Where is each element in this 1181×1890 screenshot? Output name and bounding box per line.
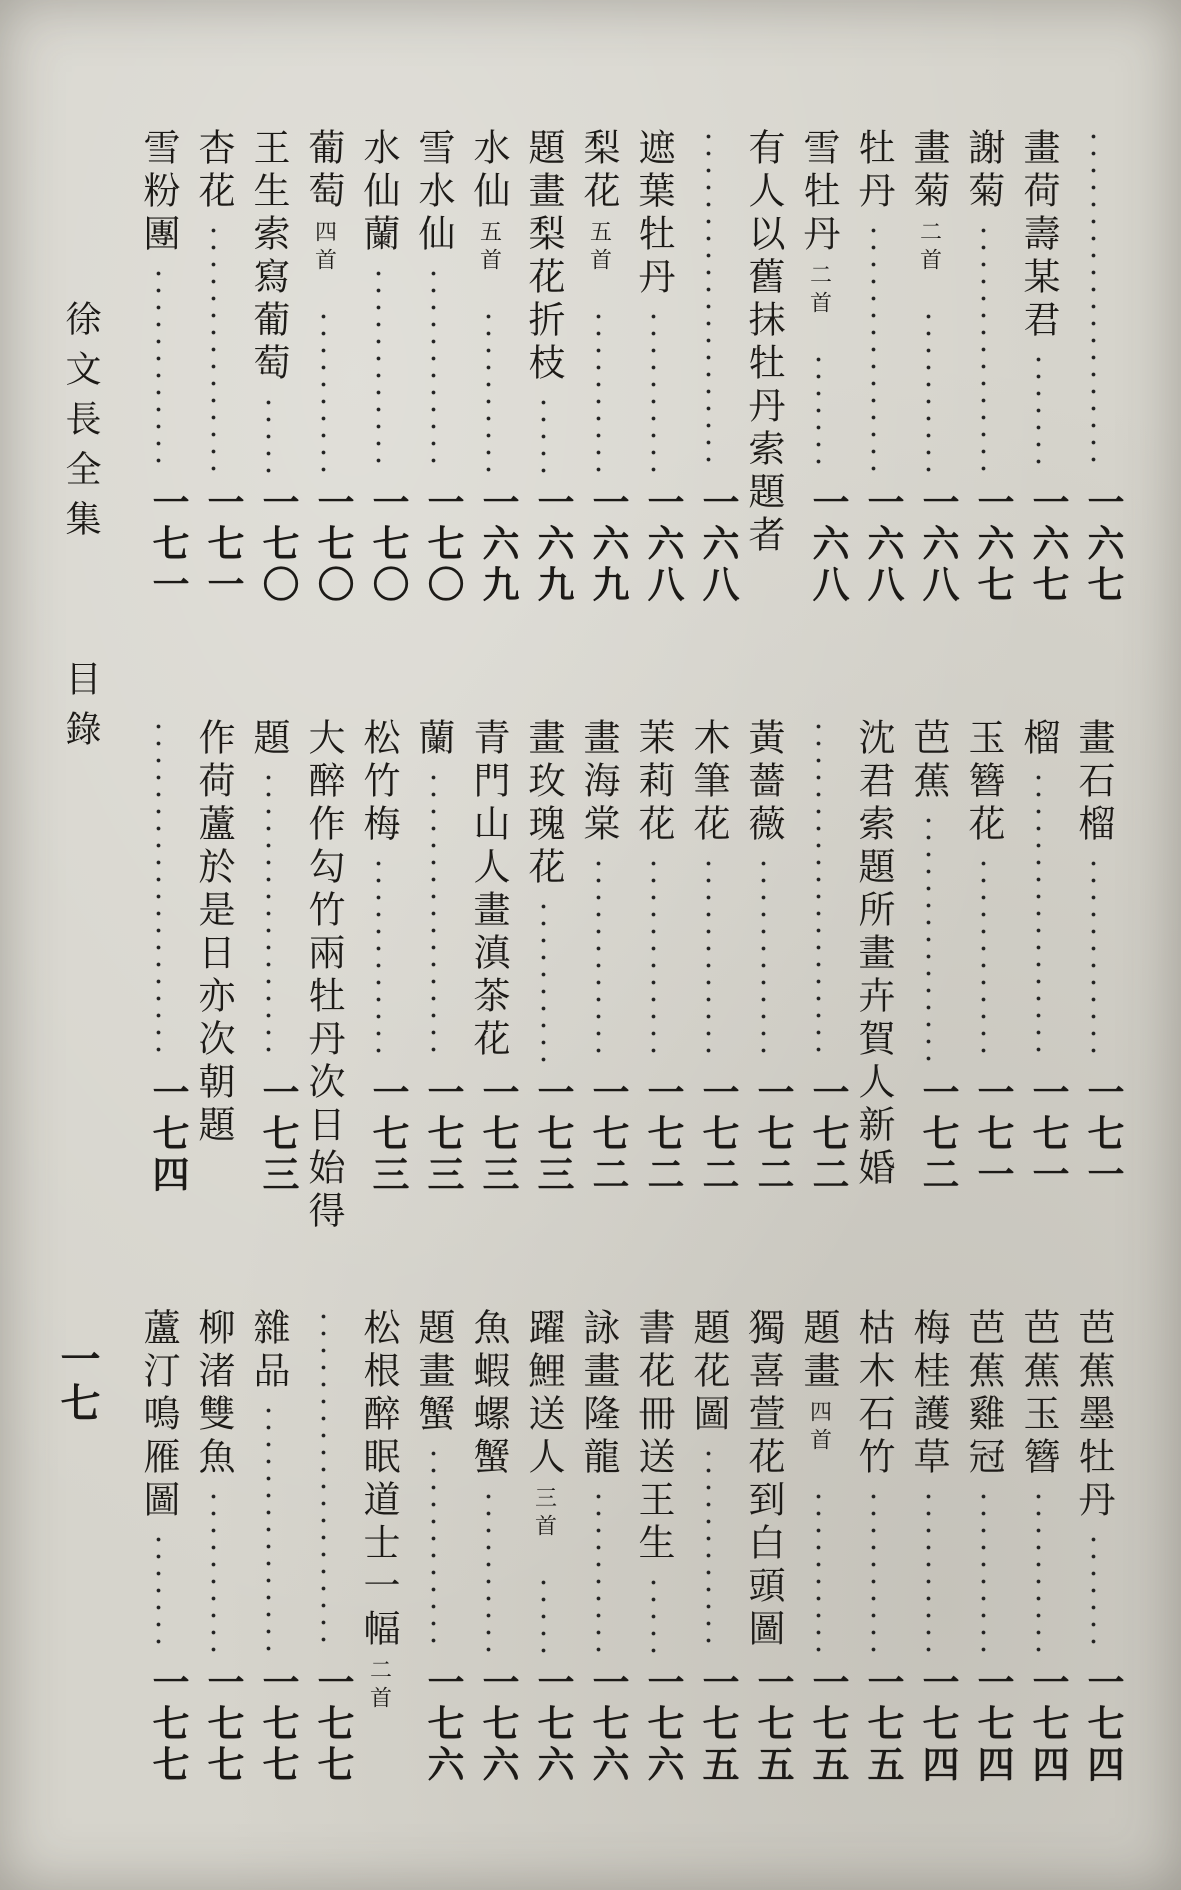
dot-leader: [485, 308, 492, 473]
entry-page-number: 一七一: [146, 483, 190, 606]
dot-leader: [210, 1488, 217, 1653]
entry-page-number: 一七〇: [256, 483, 300, 606]
entry-title: 柳渚雙魚: [192, 1308, 235, 1480]
entry-title: 題花圖: [687, 1308, 730, 1437]
dot-leader: [320, 308, 327, 473]
dot-leader: [815, 718, 822, 1063]
entry-page-number: 一七三: [531, 1073, 575, 1196]
dot-leader: [705, 1445, 712, 1653]
entry-page-number: 一七〇: [311, 483, 355, 606]
dot-leader: [1090, 128, 1097, 473]
entry-note: 二首: [916, 220, 942, 276]
entry-page-number: 一六八: [696, 483, 740, 606]
entry-title: 木筆花: [687, 718, 730, 847]
dot-leader: [375, 265, 382, 473]
dot-leader: [650, 308, 657, 473]
entry-page-number: 一七二: [806, 1073, 850, 1196]
entry-page-number: 一六九: [586, 483, 630, 606]
dot-leader: [265, 394, 272, 473]
entry-title: 沈君索題所畫卉賀人新婚: [852, 718, 895, 1191]
dot-leader: [925, 308, 932, 473]
entry-page-number: 一七二: [751, 1073, 795, 1196]
dot-leader: [870, 222, 877, 473]
entry-title: 芭蕉: [907, 718, 950, 804]
entry-page-number: 一六九: [476, 483, 520, 606]
dot-leader: [540, 898, 547, 1063]
entry-title: 梨花 五首: [577, 128, 620, 276]
entry-title: 遮葉牡丹: [632, 128, 675, 300]
dot-leader: [375, 855, 382, 1063]
entry-title: 蘆汀鳴雁圖: [137, 1308, 180, 1523]
entry-title: 松根醉眠道士一幅 二首: [357, 1308, 400, 1714]
dot-leader: [155, 718, 162, 1063]
entry-title: 青門山人畫滇茶花: [467, 718, 510, 1062]
dot-leader: [265, 769, 272, 1063]
entry-title: 有人以舊抹牡丹索題者: [742, 128, 785, 558]
entry-title: 大醉作勾竹兩牡丹次日始得: [302, 718, 345, 1234]
entry-page-number: 一七四: [1026, 1663, 1070, 1786]
entry-note: 四首: [311, 220, 337, 276]
entry-page-number: 一七七: [146, 1663, 190, 1786]
page-number: 一七: [54, 1338, 101, 1426]
entry-page-number: 一七二: [586, 1073, 630, 1196]
entry-page-number: 一七三: [421, 1073, 465, 1196]
entry-title: 題畫梨花折枝: [522, 128, 565, 386]
entry-title: 題畫蟹: [412, 1308, 455, 1437]
dot-leader: [1035, 769, 1042, 1063]
entry-title: 畫荷壽某君: [1017, 128, 1060, 343]
dot-leader: [980, 1488, 987, 1653]
dot-leader: [320, 1308, 327, 1653]
dot-leader: [815, 351, 822, 473]
section-label: 目錄: [60, 660, 101, 760]
book-title: 徐文長全集: [60, 300, 101, 550]
entry-note: 三首: [531, 1486, 557, 1542]
dot-leader: [595, 308, 602, 473]
entry-page-number: 一六八: [916, 483, 960, 606]
entry-title: 松竹梅: [357, 718, 400, 847]
dot-leader: [1035, 1488, 1042, 1653]
entry-title: 杏花: [192, 128, 235, 214]
entry-page-number: 一六七: [1026, 483, 1070, 606]
dot-leader: [1035, 351, 1042, 473]
entry-page-number: 一七一: [1026, 1073, 1070, 1196]
entry-page-number: 一六九: [531, 483, 575, 606]
dot-leader: [595, 1488, 602, 1653]
entry-title: 雪水仙: [412, 128, 455, 257]
entry-note: 五首: [476, 220, 502, 276]
entry-title: 魚蝦螺蟹: [467, 1308, 510, 1480]
entry-page-number: 一七六: [586, 1663, 630, 1786]
entry-page-number: 一七五: [696, 1663, 740, 1786]
entry-note: 二首: [806, 263, 832, 319]
entry-title: 芭蕉玉簪: [1017, 1308, 1060, 1480]
dot-leader: [980, 855, 987, 1063]
entry-title: 王生索寫葡萄: [247, 128, 290, 386]
entry-page-number: 一七一: [201, 483, 245, 606]
entry-page-number: 一六七: [971, 483, 1015, 606]
entry-page-number: 一七〇: [366, 483, 410, 606]
entry-title: 雪牡丹 二首: [797, 128, 840, 319]
entry-page-number: 一六七: [1081, 483, 1125, 606]
entry-page-number: 一七六: [421, 1663, 465, 1786]
dot-leader: [705, 128, 712, 473]
entry-page-number: 一七六: [476, 1663, 520, 1786]
entry-title: 枯木石竹: [852, 1308, 895, 1480]
entry-title: 畫海棠: [577, 718, 620, 847]
entry-note: 五首: [586, 220, 612, 276]
entry-page-number: 一七七: [311, 1663, 355, 1786]
entry-title: 葡萄 四首: [302, 128, 345, 276]
entry-title: 躍鯉送人 三首: [522, 1308, 565, 1542]
dot-leader: [650, 1574, 657, 1653]
entry-page-number: 一七七: [201, 1663, 245, 1786]
entry-title: 水仙 五首: [467, 128, 510, 276]
dot-leader: [925, 812, 932, 1063]
entry-page-number: 一七五: [806, 1663, 850, 1786]
entry-title: 畫菊 二首: [907, 128, 950, 276]
entry-page-number: 一七七: [256, 1663, 300, 1786]
entry-title: 牡丹: [852, 128, 895, 214]
entry-title: 黃薔薇: [742, 718, 785, 847]
entry-page-number: 一七四: [146, 1073, 190, 1196]
entry-title: 謝菊: [962, 128, 1005, 214]
dot-leader: [540, 394, 547, 473]
dot-leader: [210, 222, 217, 473]
dot-leader: [430, 265, 437, 473]
entry-page-number: 一七三: [256, 1073, 300, 1196]
entry-page-number: 一七三: [476, 1073, 520, 1196]
dot-leader: [650, 855, 657, 1063]
dot-leader: [155, 265, 162, 473]
dot-leader: [430, 1445, 437, 1653]
dot-leader: [265, 1402, 272, 1653]
entry-title: 水仙蘭: [357, 128, 400, 257]
dot-leader: [705, 855, 712, 1063]
dot-leader: [155, 1531, 162, 1653]
entry-title: 芭蕉雞冠: [962, 1308, 1005, 1480]
entry-title: 梅桂護草: [907, 1308, 950, 1480]
entry-page-number: 一七二: [696, 1073, 740, 1196]
entry-title: 榴: [1017, 718, 1060, 761]
dot-leader: [980, 222, 987, 473]
entry-page-number: 一七二: [641, 1073, 685, 1196]
entry-title: 題畫 四首: [797, 1308, 840, 1456]
dot-leader: [595, 855, 602, 1063]
dot-leader: [1090, 855, 1097, 1063]
entry-page-number: 一七五: [861, 1663, 905, 1786]
entry-title: 芭蕉墨牡丹: [1072, 1308, 1115, 1523]
entry-title: 書花冊送王生: [632, 1308, 675, 1566]
entry-page-number: 一七一: [1081, 1073, 1125, 1196]
entry-note: 二首: [366, 1658, 392, 1714]
entry-title: 雜品: [247, 1308, 290, 1394]
dot-leader: [870, 1488, 877, 1653]
dot-leader: [760, 855, 767, 1063]
dot-leader: [485, 1488, 492, 1653]
entry-page-number: 一七三: [366, 1073, 410, 1196]
dot-leader: [430, 769, 437, 1063]
entry-page-number: 一七一: [971, 1073, 1015, 1196]
dot-leader: [540, 1574, 547, 1653]
entry-page-number: 一七四: [916, 1663, 960, 1786]
entry-page-number: 一七二: [916, 1073, 960, 1196]
entry-title: 畫石榴: [1072, 718, 1115, 847]
entry-page-number: 一七六: [641, 1663, 685, 1786]
dot-leader: [815, 1488, 822, 1653]
entry-page-number: 一六八: [861, 483, 905, 606]
entry-title: 玉簪花: [962, 718, 1005, 847]
entry-page-number: 一六八: [806, 483, 850, 606]
entry-title: 作荷蘆於是日亦次朝題: [192, 718, 235, 1148]
entry-title: 獨喜萱花到白頭圖: [742, 1308, 785, 1652]
entry-title: 茉莉花: [632, 718, 675, 847]
entry-page-number: 一七四: [1081, 1663, 1125, 1786]
entry-page-number: 一七五: [751, 1663, 795, 1786]
entry-title: 蘭: [412, 718, 455, 761]
entry-title: 雪粉團: [137, 128, 180, 257]
entry-note: 四首: [806, 1400, 832, 1456]
entry-page-number: 一七六: [531, 1663, 575, 1786]
dot-leader: [1090, 1531, 1097, 1653]
entry-title: 詠畫隆龍: [577, 1308, 620, 1480]
entry-page-number: 一七四: [971, 1663, 1015, 1786]
dot-leader: [925, 1488, 932, 1653]
entry-title: 畫玫瑰花: [522, 718, 565, 890]
entry-title: 題: [247, 718, 290, 761]
entry-page-number: 一七〇: [421, 483, 465, 606]
entry-page-number: 一六八: [641, 483, 685, 606]
